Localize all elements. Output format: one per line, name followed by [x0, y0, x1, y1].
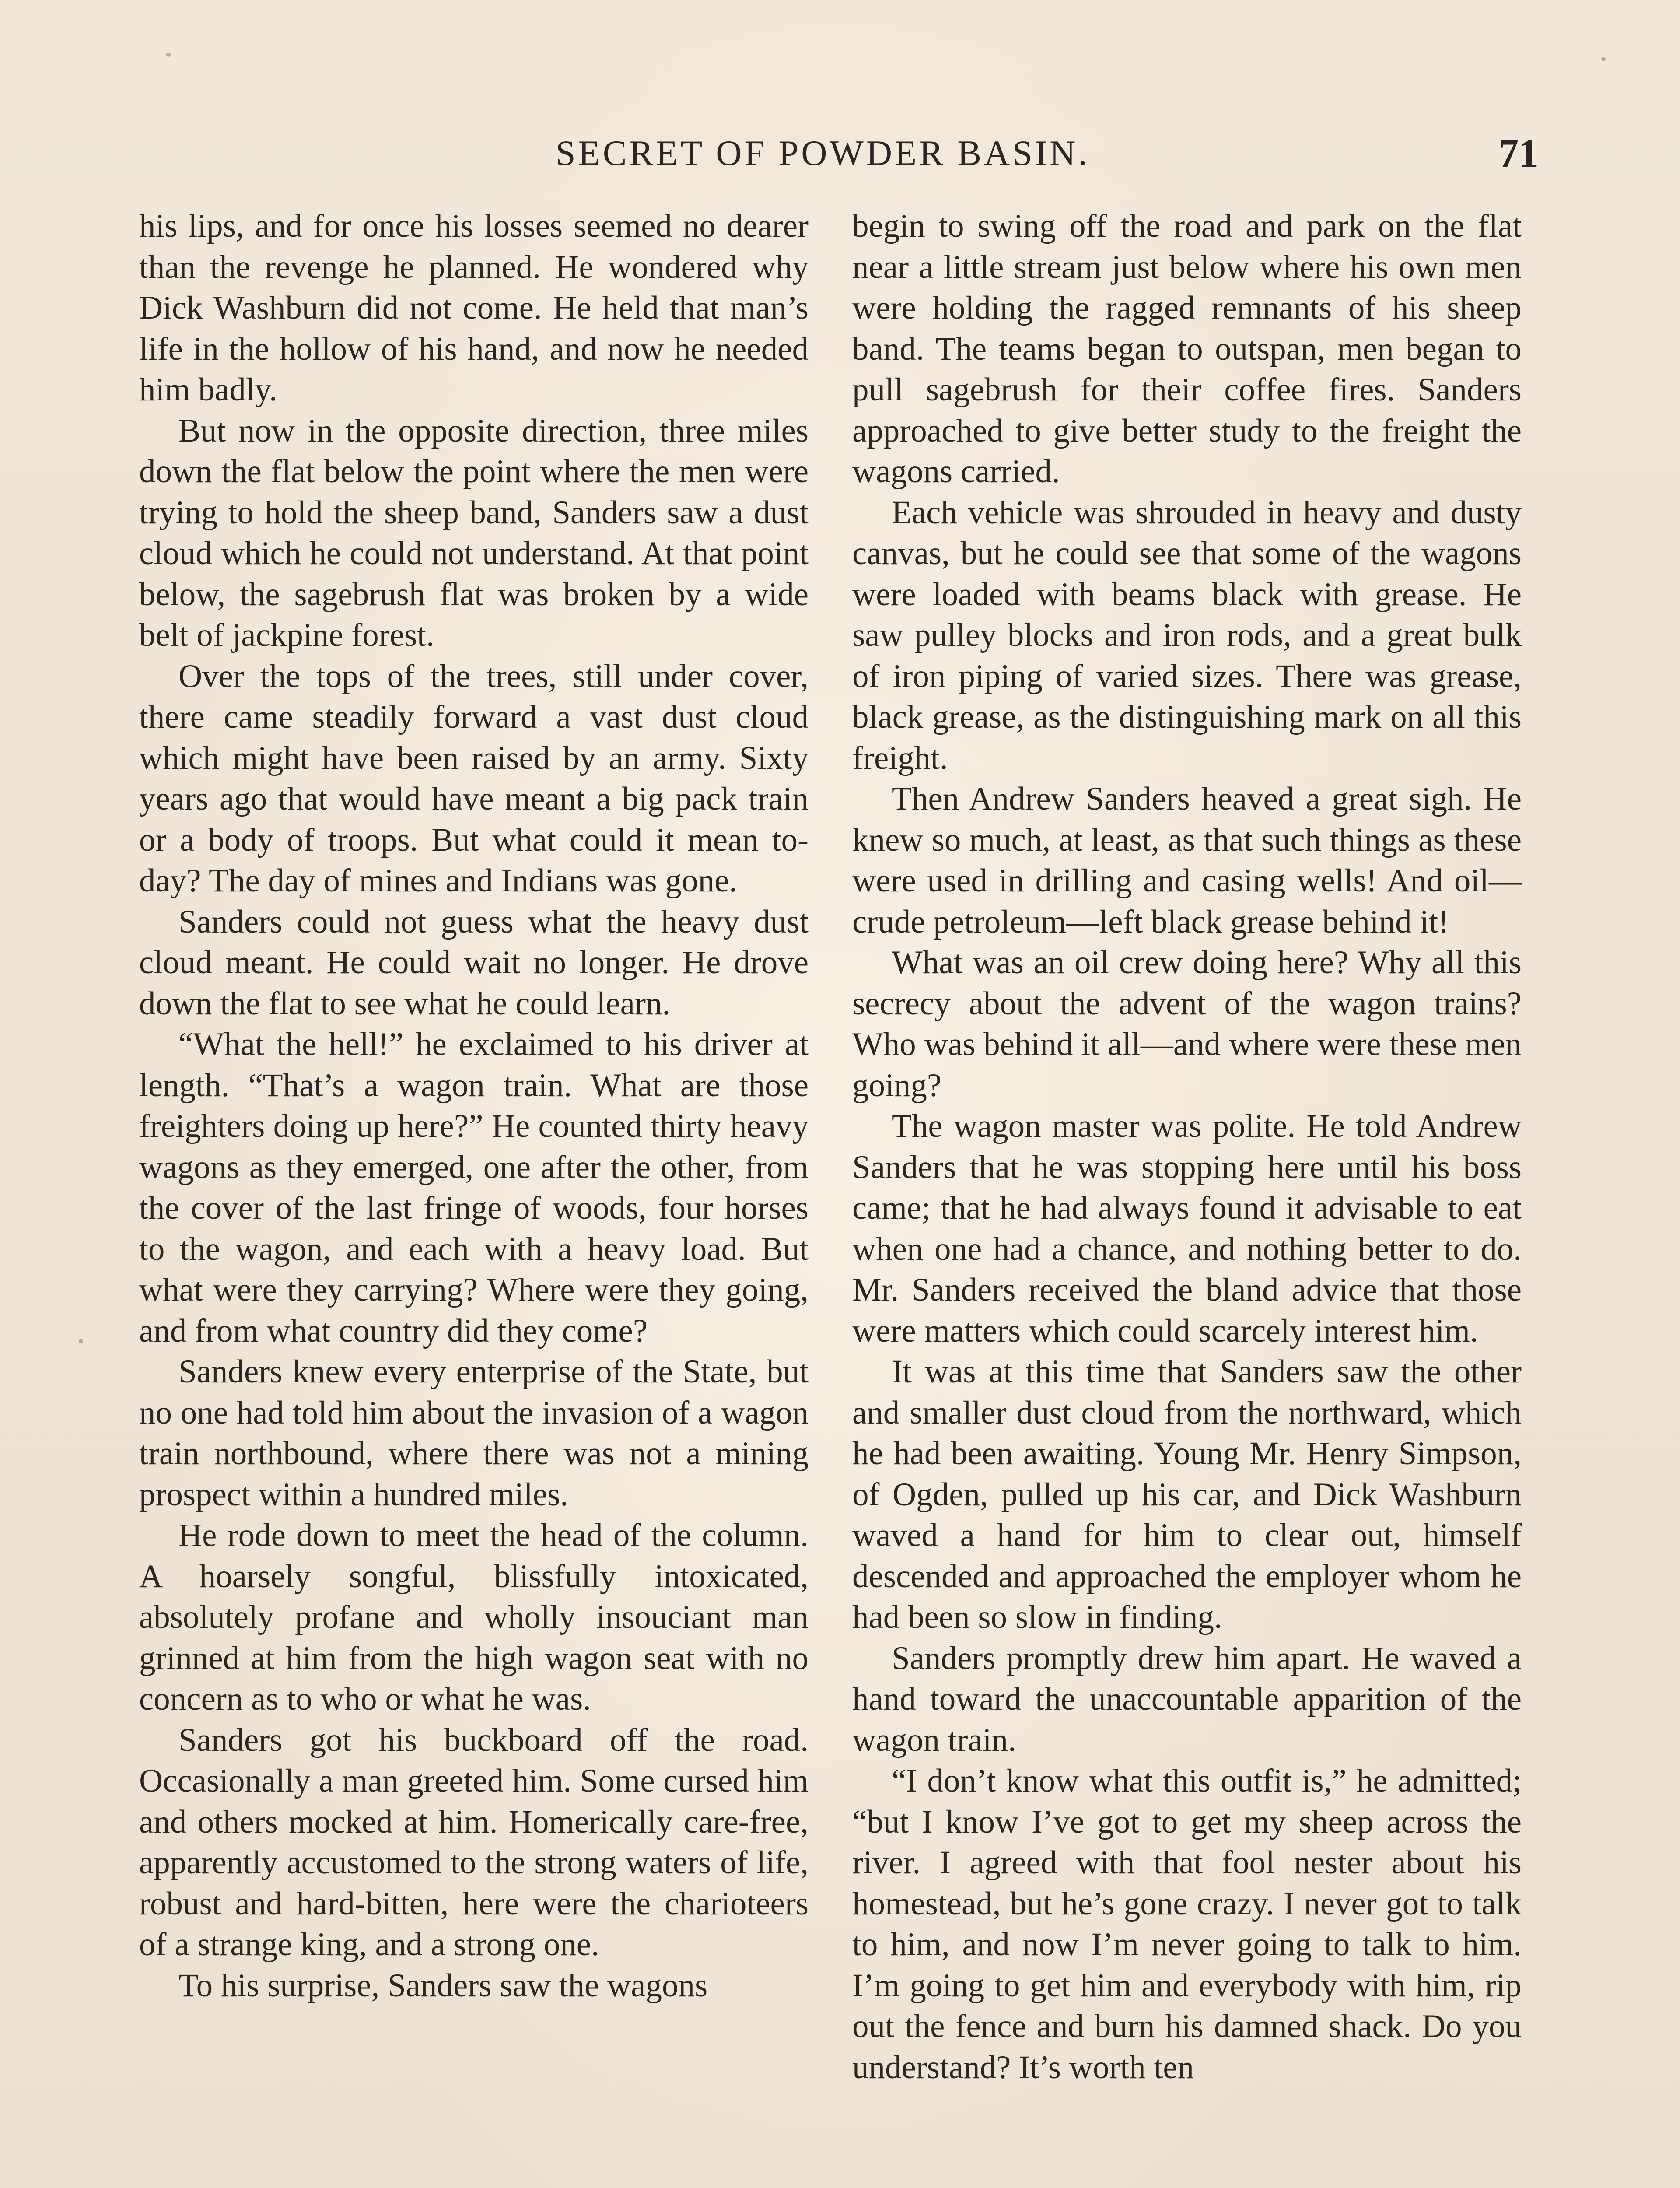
paragraph: his lips, and for once his losses seemed no dearer than the revenge he planned. He wondered why Dick Washburn did not come. He held that man’s life in the hollow of his hand, and now he needed him badly.: [139, 208, 808, 408]
paragraph: What was an oil crew doing here? Why all this secrecy about the advent of the wagon trains? Who was behind it all—and where were these men going?: [852, 944, 1522, 1104]
paragraph: The wagon master was polite. He told Andrew Sanders that he was stopping here until his boss came; that he had always found it advisable to eat when one had a chance, and nothing better to do. Mr. Sanders received the bland advice that those were matters which could scarcely interest him.: [852, 1108, 1522, 1349]
paper-speck: [1601, 57, 1606, 61]
paragraph: “I don’t know what this outfit is,” he admitted; “but I know I’ve got to get my sheep across the river. I agreed with that fool nester about his homestead, but he’s gone crazy. I never got to talk to him, and now I’m never going to talk to him. I’m going to get him and everybody with him, rip out the fence and burn his damned shack. Do you understand? It’s worth ten: [852, 1763, 1522, 2086]
running-title: SECRET OF POWDER BASIN.: [556, 133, 1090, 173]
left-column: [139, 206, 808, 2006]
page-header: [0, 127, 1680, 179]
paragraph: He rode down to meet the head of the column. A hoarsely songful, blissfully intoxicated, absolutely profane and wholly insouciant man grinned at him from the high wagon seat with no concern as to who or what he was.: [139, 1517, 808, 1717]
paragraph: Sanders promptly drew him apart. He waved a hand toward the unaccountable apparition of the wagon train.: [852, 1640, 1522, 1758]
paragraph: Sanders got his buckboard off the road. Occasionally a man greeted him. Some cursed him and others mocked at him. Homerically care-free, apparently accustomed to the strong waters of life, robust and hard-bitten, here were the charioteers of a strange king, and a strong one.: [139, 1722, 808, 1963]
right-column: [852, 206, 1522, 2088]
paragraph: “What the hell!” he exclaimed to his driver at length. “That’s a wagon train. What are those freighters doing up here?” He counted thirty heavy wagons as they emerged, one after the other, from the cover of the last fringe of woods, four horses to the wagon, and each with a heavy load. But what were they carrying? Where were they going, and from what country did they come?: [139, 1026, 808, 1349]
paragraph: begin to swing off the road and park on the flat near a little stream just below where his own men were holding the ragged remnants of his sheep band. The teams began to outspan, men began to pull sagebrush for their coffee fires. Sanders approached to give better study to the freight the wagons carried.: [852, 208, 1522, 490]
paragraph: To his surprise, Sanders saw the wagons: [178, 1967, 708, 2004]
paper-speck: [166, 53, 171, 57]
paper-speck: [79, 1339, 83, 1343]
paragraph: Sanders could not guess what the heavy dust cloud meant. He could wait no longer. He drove down the flat to see what he could learn.: [139, 903, 808, 1022]
paragraph: It was at this time that Sanders saw the other and smaller dust cloud from the northward, which he had been awaiting. Young Mr. Henry Simpson, of Ogden, pulled up his car, and Dick Washburn waved a hand for him to clear out, himself descended and approached the employer whom he had been so slow in finding.: [852, 1353, 1522, 1635]
paragraph: Sanders knew every enterprise of the State, but no one had told him about the invasion of a wagon train northbound, where there was not a mining prospect within a hundred miles.: [139, 1353, 808, 1513]
paragraph: Over the tops of the trees, still under cover, there came steadily forward a vast dust cloud which might have been raised by an army. Sixty years ago that would have meant a big pack train or a body of troops. But what could it mean to-day? The day of mines and Indians was gone.: [139, 658, 808, 899]
page-number: 71: [1498, 131, 1539, 175]
paragraph: But now in the opposite direction, three miles down the flat below the point where the men were trying to hold the sheep band, Sanders saw a dust cloud which he could not understand. At that point below, the sagebrush flat was broken by a wide belt of jackpine forest.: [139, 412, 808, 653]
paragraph: Then Andrew Sanders heaved a great sigh. He knew so much, at least, as that such things as these were used in drilling and casing wells! And oil—crude petroleum—left black grease behind it!: [852, 781, 1522, 940]
paragraph: Each vehicle was shrouded in heavy and dusty canvas, but he could see that some of the wagons were loaded with beams black with grease. He saw pulley blocks and iron rods, and a great bulk of iron piping of varied sizes. There was grease, black grease, as the distinguishing mark on all this freight.: [852, 494, 1522, 776]
